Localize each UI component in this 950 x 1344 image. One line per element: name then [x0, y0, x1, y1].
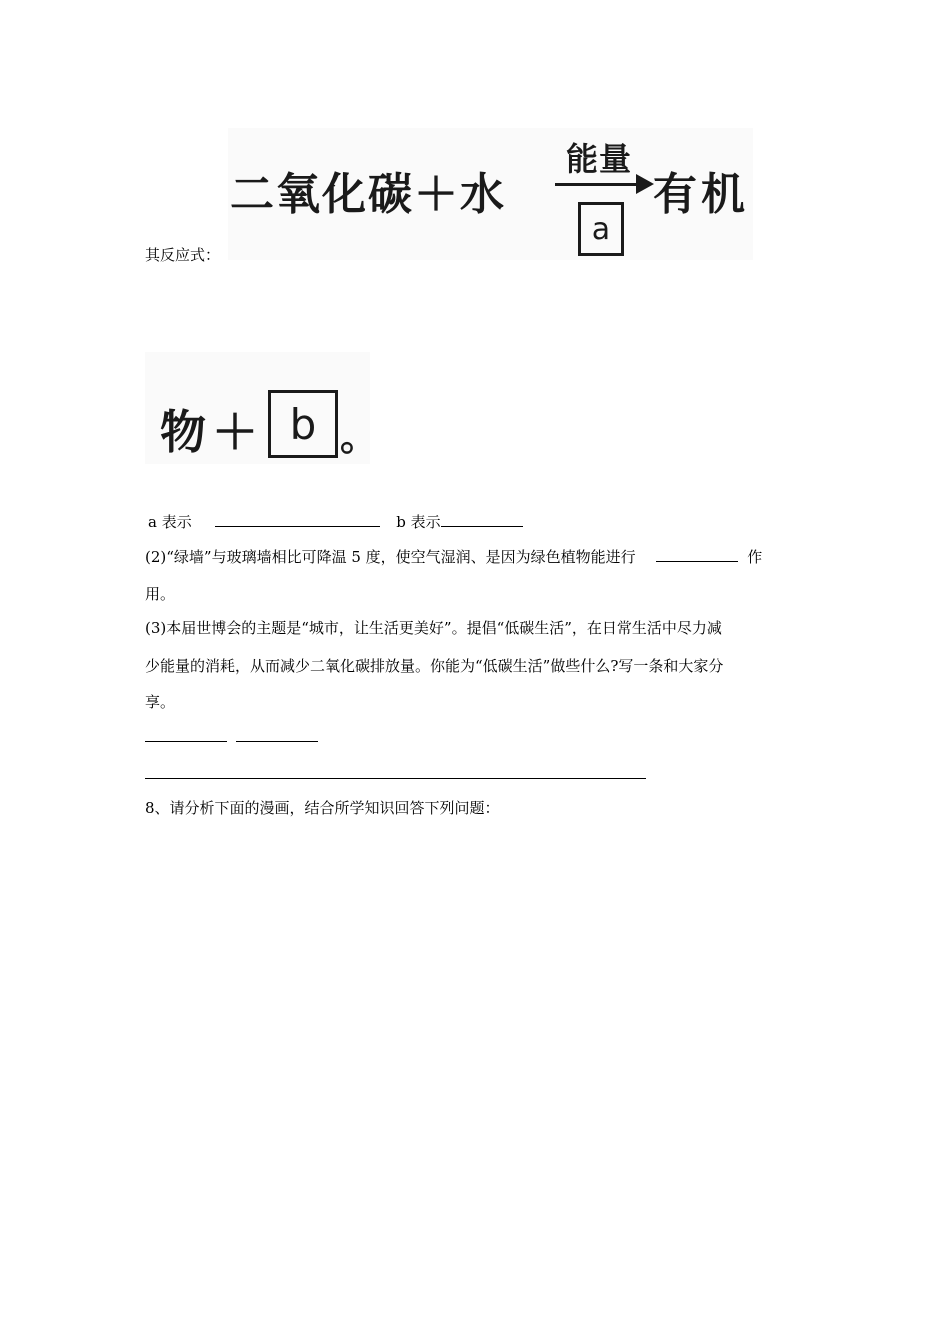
equation-period: 。 — [340, 415, 379, 459]
q2-line1 — [145, 546, 762, 567]
q3-line2: 少能量的消耗，从而减少二氧化碳排放量。你能为“低碳生活”做些什么?写一条和大家分 — [145, 657, 724, 675]
q3-answer-blank-1[interactable] — [145, 726, 227, 742]
q3-line3: 享。 — [145, 693, 176, 711]
q3-answer-blank-3[interactable] — [145, 763, 646, 779]
q3-answer-blanks-row1 — [145, 726, 318, 746]
reaction-arrow-head — [636, 174, 654, 194]
equation-box-b: b — [268, 390, 338, 458]
equation-box-a: a — [578, 202, 624, 256]
equation-product-part2: 物＋ — [160, 405, 264, 459]
q8-prompt: 8、请分析下面的漫画，结合所学知识回答下列问题： — [145, 799, 500, 817]
answer-line-ab — [148, 511, 523, 532]
q2-text: (2)“绿墙”与玻璃墙相比可降温 5 度，使空气湿润、是因为绿色植物能进行 — [145, 548, 636, 566]
a-label: a 表示 — [148, 513, 192, 531]
reaction-arrow-line — [555, 183, 643, 186]
equation-reactants: 二氧化碳＋水 — [230, 169, 506, 220]
q3-answer-blank-2[interactable] — [236, 726, 318, 742]
b-label: b 表示 — [396, 513, 441, 531]
q2-tail: 作 — [747, 548, 763, 566]
q3-answer-blanks-row2 — [145, 763, 646, 783]
b-answer-blank[interactable] — [441, 511, 523, 527]
q3-line1: (3)本届世博会的主题是“城市，让生活更美好”。提倡“低碳生活”，在日常生活中尽力减 — [145, 619, 722, 637]
q2-line2: 用。 — [145, 585, 176, 603]
q2-answer-blank[interactable] — [656, 546, 738, 562]
a-answer-blank[interactable] — [215, 511, 380, 527]
equation-product-part1: 有机 — [653, 169, 749, 220]
reaction-label: 其反应式： — [145, 246, 221, 264]
equation-energy-label: 能量 — [566, 140, 633, 178]
